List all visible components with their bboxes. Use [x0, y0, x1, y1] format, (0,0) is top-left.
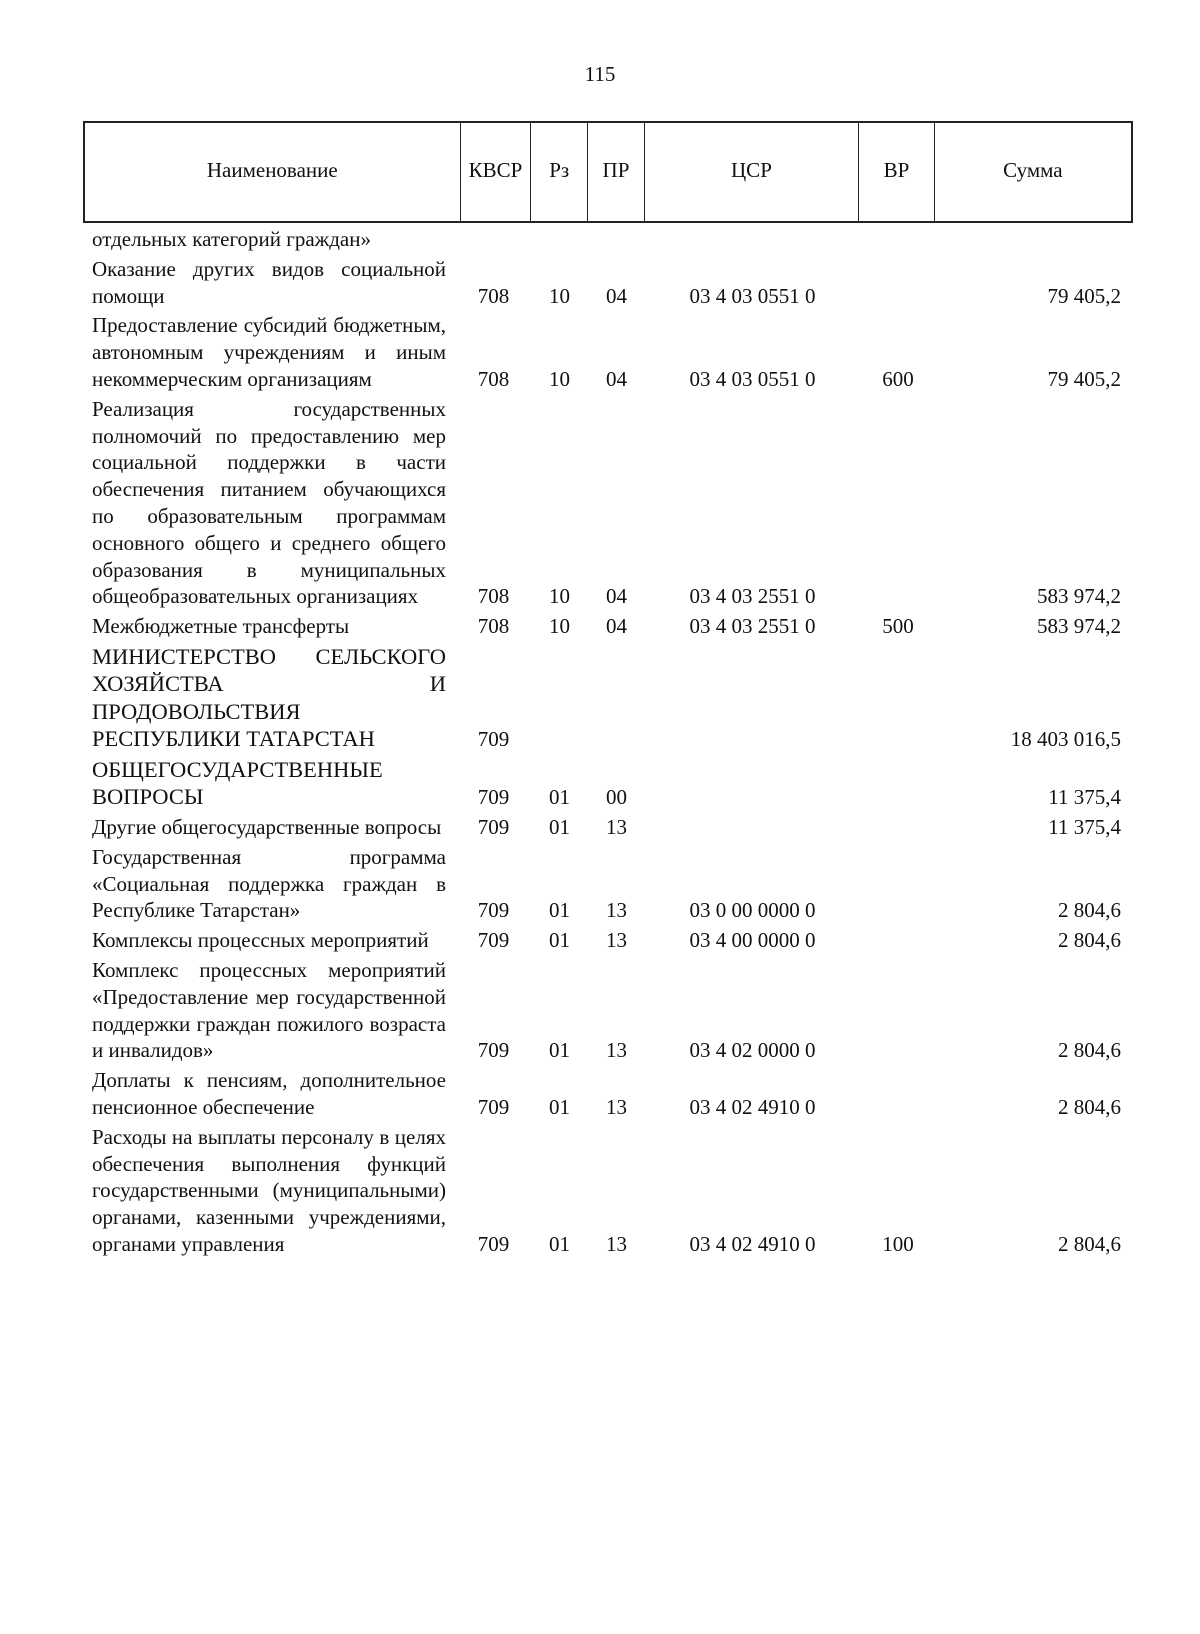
row-sum: 583 974,2	[1037, 614, 1121, 639]
row-rz: 01	[549, 814, 570, 839]
row-pr: 13	[606, 1231, 627, 1256]
table-row	[83, 643, 1133, 753]
row-sum: 18 403 016,5	[1010, 727, 1121, 752]
row-sum: 583 974,2	[1037, 584, 1121, 609]
header-sum: Сумма	[1003, 157, 1063, 182]
row-sum: 79 405,2	[1047, 283, 1121, 308]
row-name: Государственная программа «Социальная поддержка граждан в Республике Татарстан»	[92, 844, 446, 923]
row-name: Другие общегосударственные вопросы	[92, 814, 442, 839]
row-sum: 2 804,6	[1058, 1231, 1121, 1256]
row-vr: 600	[882, 366, 914, 391]
table-row	[83, 957, 1133, 1064]
row-csr: 03 4 02 4910 0	[689, 1094, 816, 1119]
row-sum: 2 804,6	[1058, 898, 1121, 923]
table-row	[83, 814, 1133, 841]
header-csr: ЦСР	[645, 123, 859, 221]
row-kvsr: 708	[477, 584, 510, 609]
row-rz: 01	[549, 785, 570, 810]
row-pr: 04	[606, 584, 627, 609]
row-name: Межбюджетные трансферты	[92, 614, 350, 639]
row-sum: 2 804,6	[1058, 928, 1121, 953]
row-name: ОБЩЕГОСУДАРСТВЕННЫЕ ВОПРОСЫ	[92, 756, 383, 810]
row-rz: 01	[549, 928, 570, 953]
row-kvsr: 709	[477, 1038, 510, 1063]
row-sum: 2 804,6	[1058, 1094, 1121, 1119]
table-row	[83, 1124, 1133, 1258]
row-csr: 03 0 00 0000 0	[689, 898, 816, 923]
row-kvsr: 709	[477, 814, 510, 839]
row-rz: 01	[549, 1038, 570, 1063]
table-row	[83, 226, 1133, 253]
table-row	[83, 1067, 1133, 1121]
row-sum: 11 375,4	[1048, 814, 1121, 839]
row-csr: 03 4 02 0000 0	[689, 1038, 816, 1063]
page-number: 115	[584, 62, 616, 86]
table-row	[83, 256, 1133, 310]
row-pr: 04	[606, 283, 627, 308]
table-header	[83, 121, 1133, 223]
table-row	[83, 396, 1133, 610]
row-rz: 10	[549, 366, 570, 391]
row-kvsr: 708	[477, 366, 510, 391]
row-kvsr: 709	[477, 727, 510, 752]
header-vr: ВР	[859, 123, 935, 221]
row-rz: 01	[549, 1094, 570, 1119]
row-kvsr: 708	[477, 614, 510, 639]
row-csr: 03 4 02 4910 0	[689, 1231, 816, 1256]
row-name: Оказание других видов социальной помощи	[92, 256, 446, 308]
row-csr: 03 4 03 0551 0	[689, 366, 816, 391]
row-name: Комплексы процессных мероприятий	[92, 928, 429, 953]
row-rz: 10	[549, 283, 570, 308]
row-pr: 04	[606, 614, 627, 639]
row-sum: 79 405,2	[1047, 366, 1121, 391]
row-csr: 03 4 03 2551 0	[689, 614, 816, 639]
row-rz: 01	[549, 1231, 570, 1256]
row-sum: 11 375,4	[1048, 785, 1121, 810]
header-name: Наименование	[85, 123, 461, 221]
row-kvsr: 708	[477, 283, 510, 308]
row-kvsr: 709	[477, 1231, 510, 1256]
row-rz: 10	[549, 584, 570, 609]
row-name: Доплаты к пенсиям, дополнительное пенсионное обеспечение	[92, 1068, 446, 1119]
row-pr: 13	[606, 1094, 627, 1119]
table-row	[83, 927, 1133, 954]
table-body	[83, 226, 1133, 1261]
row-name: Комплекс процессных мероприятий «Предоставление мер государственной поддержки граждан пожилого возраста и инвалидов»	[92, 957, 446, 1063]
row-csr: 03 4 03 0551 0	[689, 283, 816, 308]
row-rz: 10	[549, 614, 570, 639]
row-pr: 00	[606, 785, 627, 810]
row-pr: 13	[606, 898, 627, 923]
row-pr: 13	[606, 814, 627, 839]
row-pr: 04	[606, 366, 627, 391]
row-kvsr: 709	[477, 785, 510, 810]
row-csr: 03 4 00 0000 0	[689, 928, 816, 953]
row-name: МИНИСТЕРСТВО СЕЛЬСКОГО ХОЗЯЙСТВА И ПРОДОВОЛЬСТВИЯ РЕСПУБЛИКИ ТАТАРСТАН	[92, 643, 446, 752]
table-row	[83, 312, 1133, 392]
row-name: Предоставление субсидий бюджетным, автономным учреждениям и иным некоммерческим организациям	[92, 313, 446, 391]
table-row	[83, 613, 1133, 640]
row-csr: 03 4 03 2551 0	[689, 584, 816, 609]
header-rz: Рз	[531, 123, 588, 221]
row-pr: 13	[606, 1038, 627, 1063]
row-kvsr: 709	[477, 898, 510, 923]
row-pr: 13	[606, 928, 627, 953]
row-kvsr: 709	[477, 928, 510, 953]
row-name: Расходы на выплаты персоналу в целях обеспечения выполнения функций государственными (муниципальными) органами, казенными учреждениями, органами управления	[92, 1124, 446, 1256]
row-vr: 500	[882, 614, 914, 639]
row-vr: 100	[882, 1231, 914, 1256]
header-kvsr: КВСР	[461, 123, 532, 221]
table-row	[83, 844, 1133, 924]
row-name: отдельных категорий граждан»	[92, 227, 371, 251]
header-pr: ПР	[588, 123, 645, 221]
row-kvsr: 709	[477, 1094, 510, 1119]
table-row	[83, 756, 1133, 811]
row-rz: 01	[549, 898, 570, 923]
row-sum: 2 804,6	[1058, 1038, 1121, 1063]
row-name: Реализация государственных полномочий по предоставлению мер социальной поддержки в части обеспечения питанием обучающихся по образовательным программам основного общего и среднего общего образования в муниципальных общеобразовательных организациях	[92, 396, 446, 609]
